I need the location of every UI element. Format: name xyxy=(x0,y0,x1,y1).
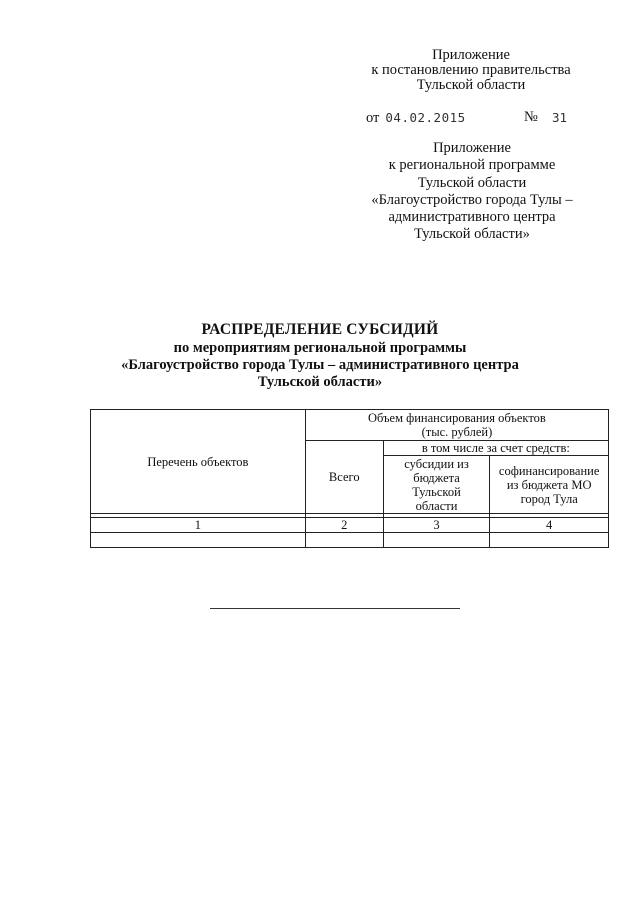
column-number: 4 xyxy=(490,518,609,533)
funding-label: Объем финансирования объектов xyxy=(368,411,546,425)
appendix-region: Тульской области xyxy=(416,77,526,93)
title-main: РАСПРЕДЕЛЕНИЕ СУБСИДИЙ xyxy=(201,321,439,338)
cofin-line: из бюджета МО xyxy=(506,477,592,492)
program-appendix-region: Тульской области xyxy=(417,174,527,191)
end-divider-line xyxy=(210,608,460,609)
title-subtitle-line1: по мероприятиям региональной программы xyxy=(173,340,467,356)
column-number: 2 xyxy=(305,518,383,533)
subsidy-line: субсидии из xyxy=(404,456,469,471)
appendix-header-government xyxy=(356,48,586,93)
subsidy-line: области xyxy=(415,498,458,513)
column-number: 3 xyxy=(383,518,490,533)
subsidy-line: Тульской xyxy=(412,484,461,499)
subsidy-line: бюджета xyxy=(413,470,460,485)
order-number-label: № xyxy=(524,109,538,125)
program-appendix-label: Приложение xyxy=(433,140,511,156)
order-number: 31 xyxy=(552,110,568,125)
header-including: в том числе за счет средств: xyxy=(383,441,608,456)
header-objects-list: Перечень объектов xyxy=(91,410,306,514)
cofin-line: софинансирование xyxy=(498,463,600,478)
order-date: 04.02.2015 xyxy=(385,110,466,125)
header-subsidy-regional xyxy=(383,456,490,514)
title-subtitle-line2: «Благоустройство города Тулы – административного центра xyxy=(121,357,519,373)
cofin-line: город Тула xyxy=(520,491,578,506)
subsidy-distribution-table xyxy=(90,409,609,548)
funding-unit: (тыс. рублей) xyxy=(421,425,493,439)
table-cell xyxy=(91,533,306,548)
program-name-line1: «Благоустройство города Тулы – xyxy=(371,191,573,208)
table-cell xyxy=(305,533,383,548)
column-number: 1 xyxy=(91,518,306,533)
header-cofinancing-municipal xyxy=(490,456,609,514)
table-row xyxy=(91,518,609,533)
table-row xyxy=(91,533,609,548)
order-from-label: от xyxy=(366,110,380,126)
appendix-reference: к постановлению правительства xyxy=(371,62,571,78)
document-title xyxy=(100,320,540,391)
program-name-line2: административного центра xyxy=(388,209,556,226)
table-header-row xyxy=(91,410,609,441)
header-total: Всего xyxy=(305,441,383,514)
order-date-number xyxy=(366,110,596,126)
title-subtitle-line3: Тульской области» xyxy=(257,374,383,390)
header-funding-volume xyxy=(305,410,608,441)
table-cell xyxy=(383,533,490,548)
appendix-header-program xyxy=(352,140,592,244)
program-appendix-reference: к региональной программе xyxy=(388,157,556,174)
table-cell xyxy=(490,533,609,548)
program-name-line3: Тульской области» xyxy=(414,226,530,243)
appendix-label: Приложение xyxy=(432,47,510,63)
